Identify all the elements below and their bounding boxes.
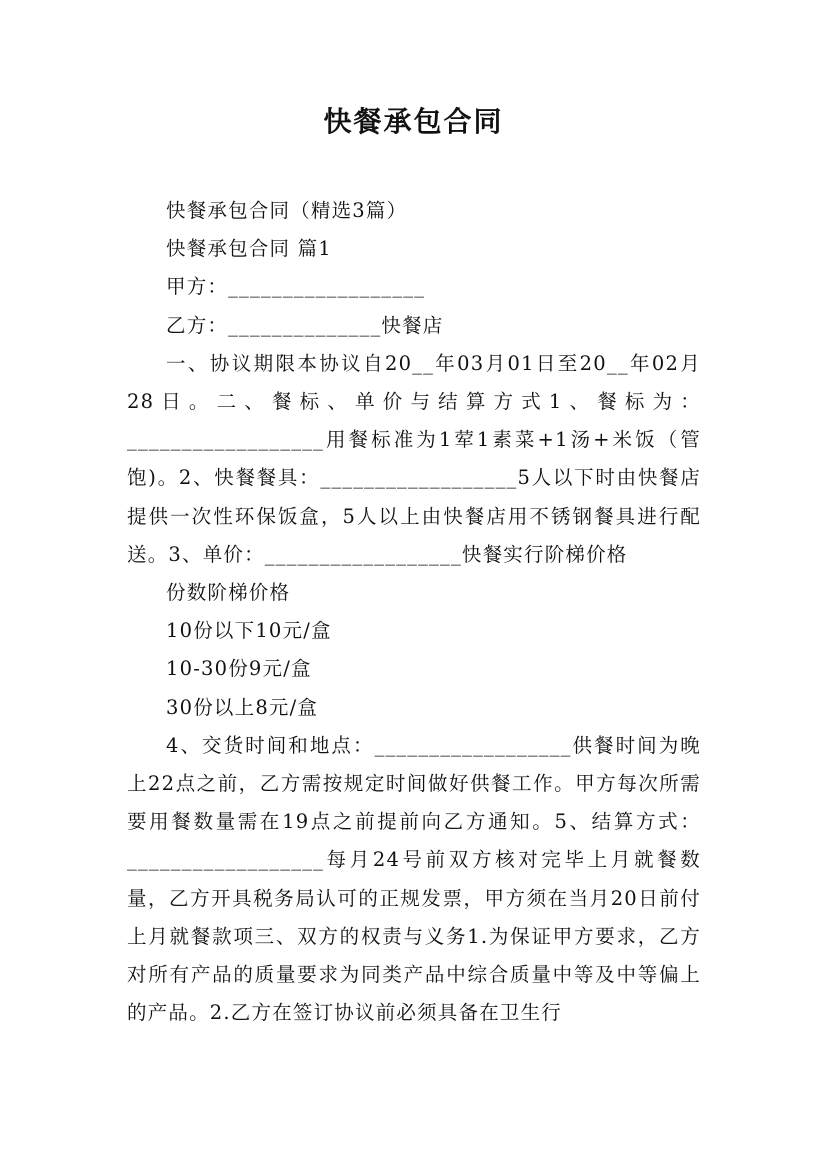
price-tier-item: 10-30份9元/盒 [166,657,312,681]
price-tier-item: 30份以上8元/盒 [166,695,319,719]
price-tier-item: 10份以下10元/盒 [166,619,332,643]
party-b-line: 乙方：______________快餐店 [166,313,444,337]
document-title: 快餐承包合同 [323,105,504,138]
price-tier-heading: 份数阶梯价格 [166,581,291,605]
party-a-line: 甲方：__________________ [166,275,426,299]
contract-clauses-paragraph-2: 4、交货时间和地点：__________________供餐时间为晚上22点之前，乙方需按规定时间做好供餐工作。甲方每次所需要用餐数量需在19点之前提前向乙方通知。5、结算方式：__________________每月24号前双方核对完毕上月就餐数量，乙方开具税务局认可的正规发票，甲方须在当月20日前付上月就餐款项三、双方的权责与义务1.为保证甲方要求，乙方对所有产品的质量要求为同类产品中综合质量中等及中等偏上的产品。2.乙方在签订协议前必须具备在卫生行 [127,733,701,1025]
subtitle-line: 快餐承包合同（精选3篇） [166,199,408,222]
contract-clauses-paragraph-1: 一、协议期限本协议自20__年03月01日至20__年02月28日。二、餐标、单价与结算方式1、餐标为：__________________用餐标准为1荤1素菜+1汤+米饭（管饱)。2、快餐餐具：__________________5人以下时由快餐店提供一次性环保饭盒，5人以上由快餐店用不锈钢餐具进行配送。3、单价：__________________快餐实行阶梯价格 [127,351,701,566]
section-heading: 快餐承包合同 篇1 [166,237,332,261]
document-body [127,192,701,1032]
